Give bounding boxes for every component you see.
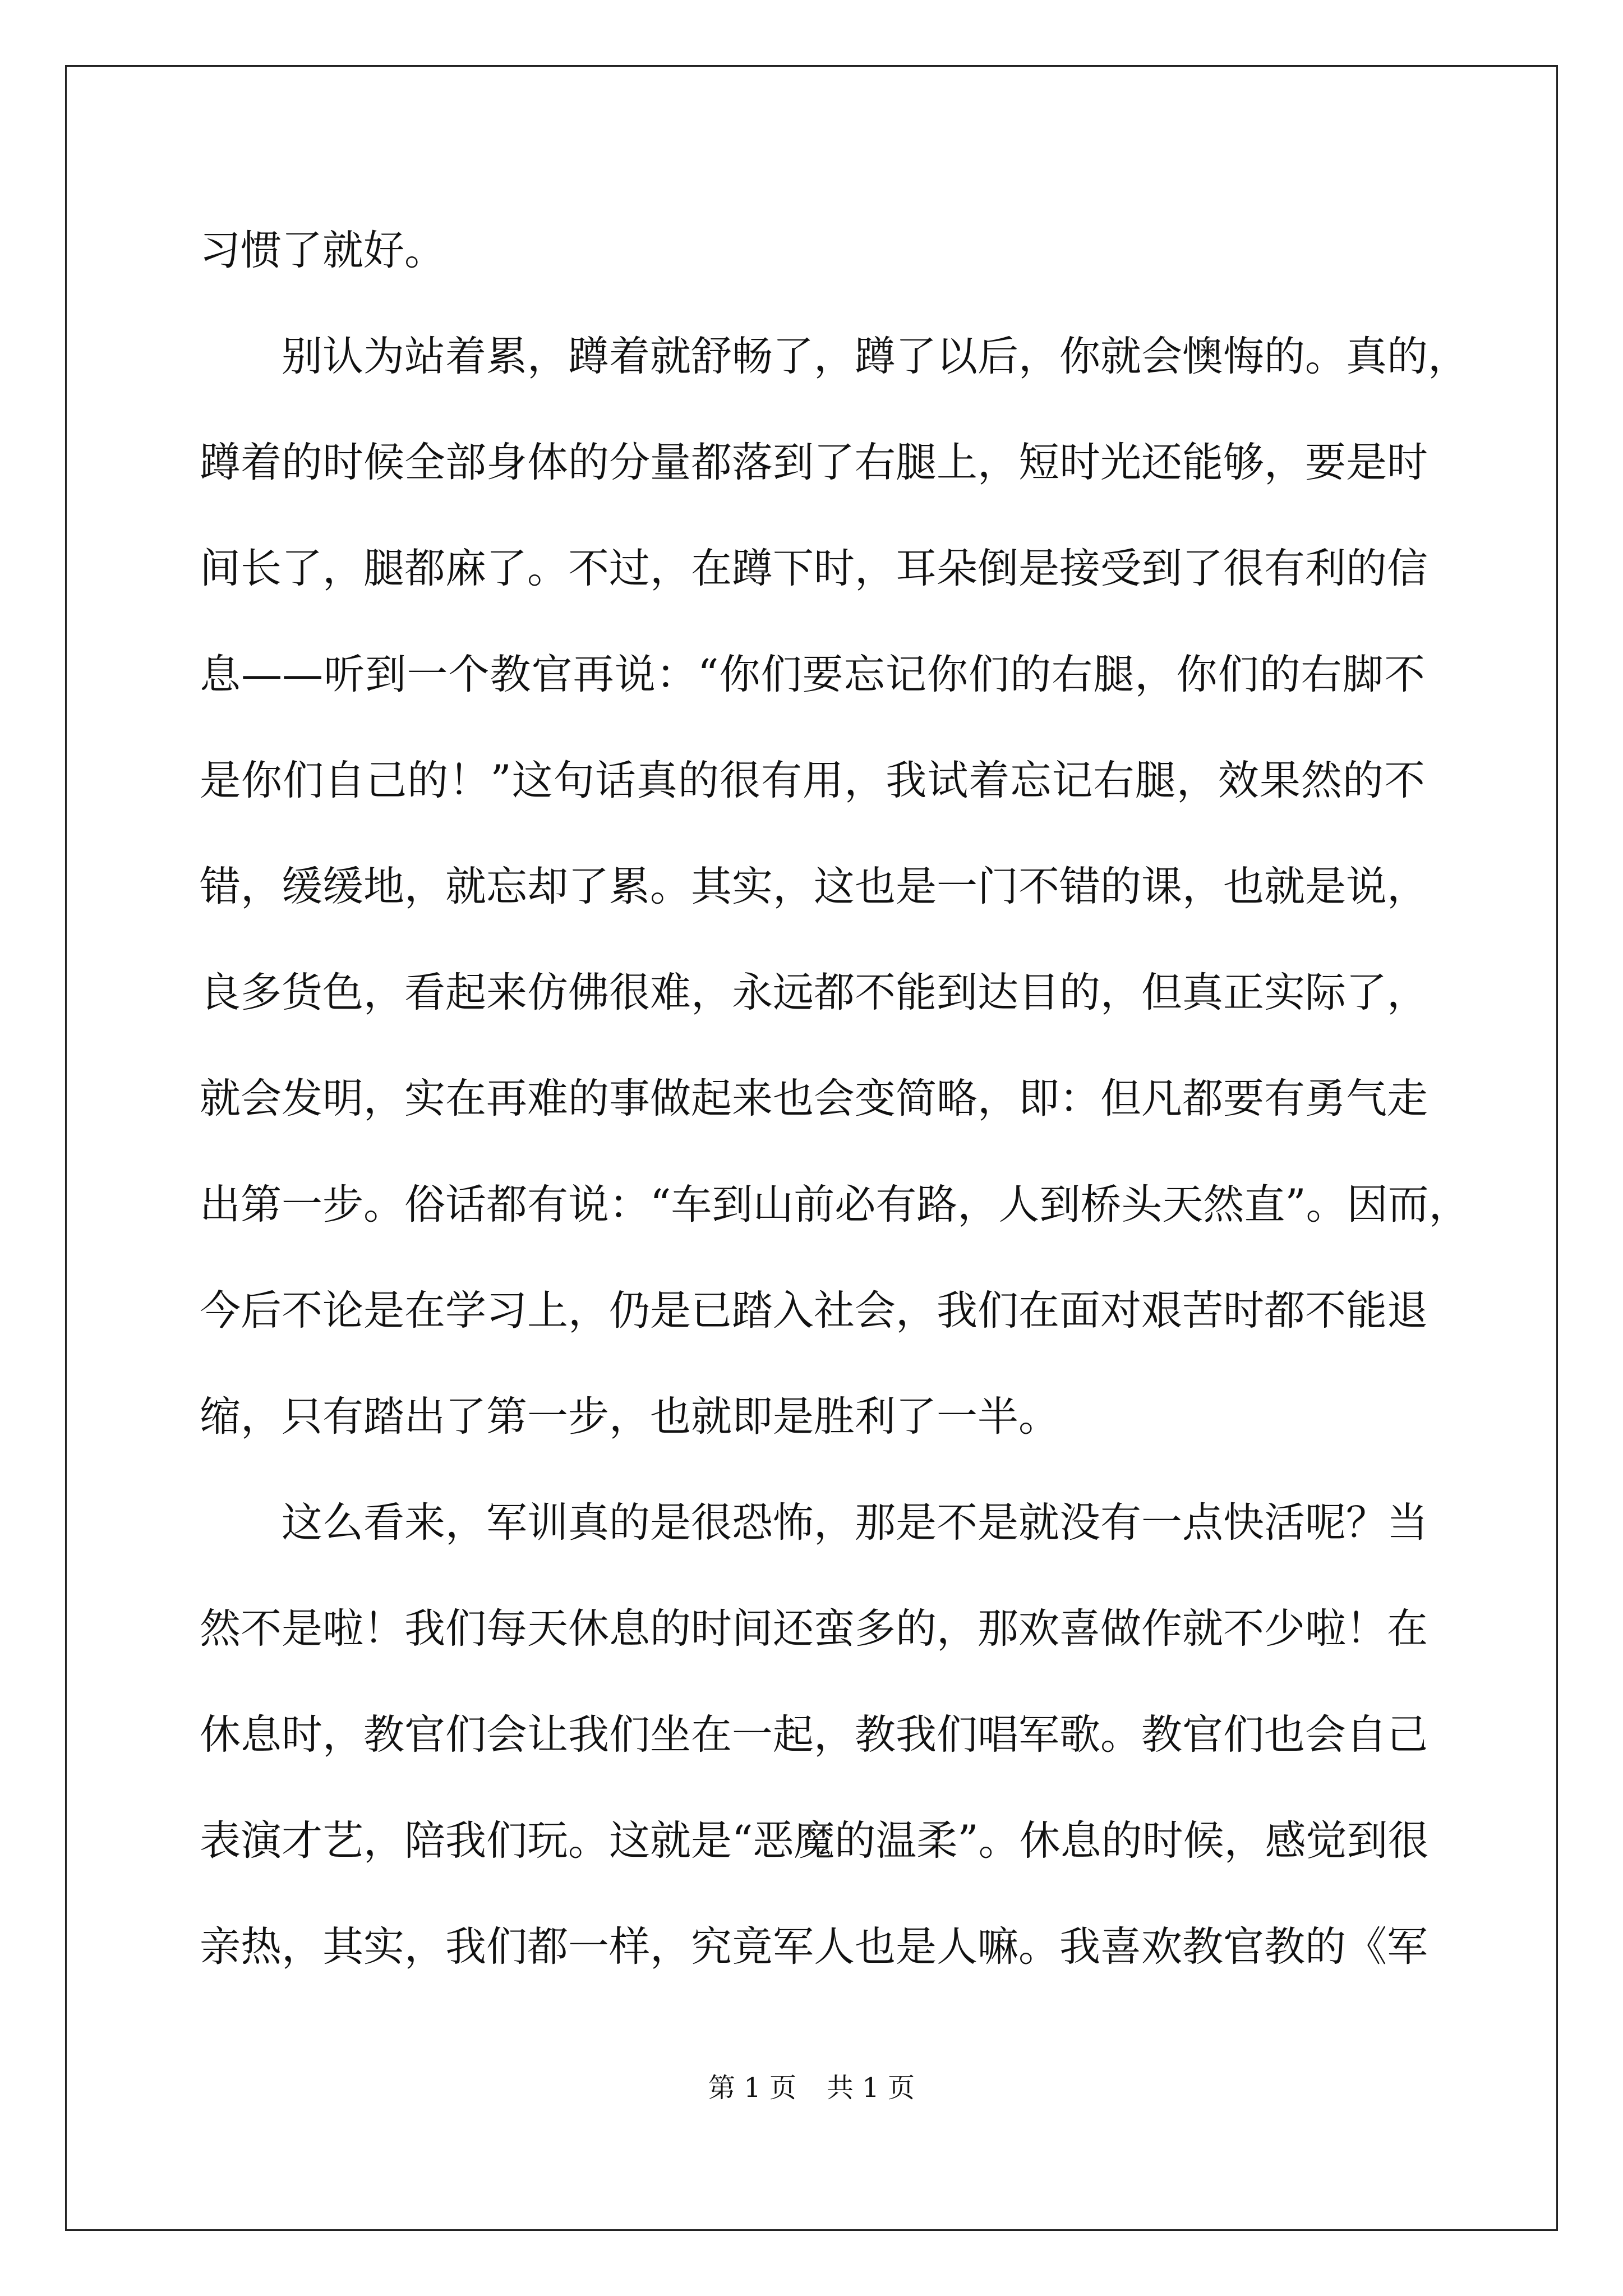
text-line: 表演才艺，陪我们玩。这就是“恶魔的温柔”。休息的时候，感觉到很: [200, 1817, 1429, 1865]
text-line: 就会发明，实在再难的事做起来也会变简略，即：但凡都要有勇气走: [200, 1075, 1428, 1122]
text-line: 蹲着的时候全部身体的分量都落到了右腿上，短时光还能够，要是时: [200, 439, 1428, 486]
text-line: 出第一步。俗话都有说：“车到山前必有路，人到桥头天然直”。因而，: [200, 1181, 1470, 1228]
text-line: 这么看来，军训真的是很恐怖，那是不是就没有一点快活呢？当: [282, 1499, 1428, 1547]
text-line: 间长了，腿都麻了。不过，在蹲下时，耳朵倒是接受到了很有利的信: [200, 545, 1428, 592]
text-line: 缩，只有踏出了第一步，也就即是胜利了一半。: [200, 1393, 1059, 1441]
page-footer: [0, 2071, 1623, 2105]
text-line: 是你们自己的！”这句话真的很有用，我试着忘记右腿，效果然的不: [200, 757, 1425, 804]
text-line: 习惯了就好。: [200, 227, 445, 274]
text-line: 错，缓缓地，就忘却了累。其实，这也是一门不错的课，也就是说，: [200, 863, 1428, 910]
text-line: 良多货色，看起来仿佛很难，永远都不能到达目的，但真正实际了，: [200, 969, 1428, 1016]
page-number: 第 1 页: [708, 2072, 796, 2104]
text-line: 亲热，其实，我们都一样，究竟军人也是人嘛。我喜欢教官教的《军: [200, 1923, 1428, 1971]
document-body: [200, 197, 1470, 2000]
page-total: 共 1 页: [827, 2072, 915, 2104]
text-line: 然不是啦！我们每天休息的时间还蛮多的，那欢喜做作就不少啦！在: [200, 1605, 1428, 1653]
text-line: 别认为站着累，蹲着就舒畅了，蹲了以后，你就会懊悔的。真的，: [282, 333, 1469, 380]
text-line: 今后不论是在学习上，仍是已踏入社会，我们在面对艰苦时都不能退: [200, 1287, 1428, 1335]
text-line: 休息时，教官们会让我们坐在一起，教我们唱军歌。教官们也会自己: [200, 1711, 1428, 1759]
text-line: 息——听到一个教官再说：“你们要忘记你们的右腿，你们的右脚不: [200, 651, 1425, 698]
